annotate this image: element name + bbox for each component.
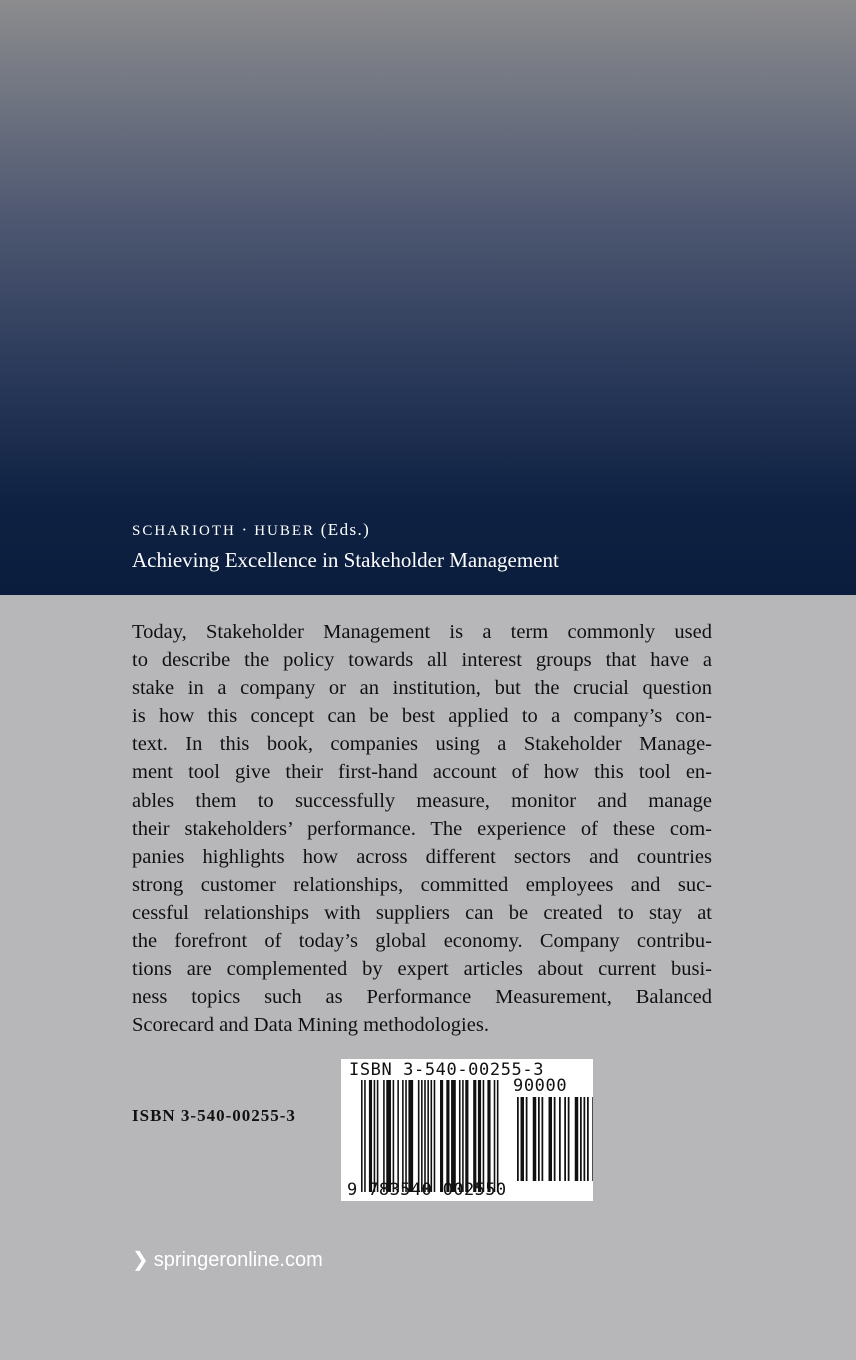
barcode-bar bbox=[434, 1080, 436, 1192]
barcode-bar bbox=[592, 1097, 593, 1181]
barcode-bar bbox=[494, 1080, 496, 1192]
barcode-bar bbox=[487, 1080, 490, 1192]
barcode-bar bbox=[462, 1080, 464, 1192]
blurb-line: cessful relationships with suppliers can be created to stay at bbox=[132, 901, 712, 924]
barcode-bar bbox=[402, 1080, 404, 1192]
blurb-line: panies highlights how across different sectors and countries bbox=[132, 845, 712, 868]
barcode-bar bbox=[554, 1097, 556, 1181]
publisher-link[interactable] bbox=[132, 1247, 323, 1272]
barcode-bar bbox=[364, 1080, 366, 1192]
barcode-bar bbox=[421, 1080, 423, 1192]
blurb-line: Scorecard and Data Mining methodologies. bbox=[132, 1014, 489, 1037]
barcode-bar bbox=[405, 1080, 407, 1192]
blurb-line: strong customer relationships, committed employees and suc- bbox=[132, 873, 712, 896]
author-separator: · bbox=[241, 520, 249, 539]
barcode-bar bbox=[564, 1097, 566, 1181]
barcode-bar bbox=[521, 1097, 525, 1181]
barcode-bar bbox=[451, 1080, 456, 1192]
blurb-line: stake in a company or an institution, but the crucial question bbox=[132, 677, 712, 700]
barcode-bar bbox=[397, 1080, 399, 1192]
barcode-bar bbox=[580, 1097, 582, 1181]
author-huber: HUBER bbox=[254, 523, 316, 539]
barcode-bar bbox=[497, 1080, 499, 1192]
barcode-bar bbox=[386, 1080, 391, 1192]
book-title: Achieving Excellence in Stakeholder Management bbox=[132, 548, 559, 572]
book-description bbox=[132, 618, 712, 1039]
author-scharioth: SCHARIOTH bbox=[132, 523, 236, 539]
blurb-line: their stakeholders’ performance. The experience of these com- bbox=[132, 817, 712, 840]
isbn-label: ISBN 3-540-00255-3 bbox=[132, 1106, 296, 1125]
barcode-bar bbox=[549, 1097, 553, 1181]
barcode-bar bbox=[427, 1080, 429, 1192]
barcode-bar bbox=[517, 1097, 519, 1181]
barcode-bar bbox=[568, 1097, 570, 1181]
barcode-bar bbox=[473, 1080, 476, 1192]
blurb-line: to describe the policy towards all interest groups that have a bbox=[132, 649, 712, 672]
publisher-url: springeronline.com bbox=[153, 1249, 323, 1271]
barcode-bar bbox=[587, 1097, 589, 1181]
barcode-bar bbox=[377, 1080, 379, 1192]
barcode-bar bbox=[584, 1097, 586, 1181]
barcode-bar bbox=[393, 1080, 395, 1192]
barcode-bar bbox=[383, 1080, 385, 1192]
barcode-bar bbox=[483, 1080, 485, 1192]
barcode-bar bbox=[446, 1080, 449, 1192]
chevron-right-icon: ❯ bbox=[132, 1249, 149, 1271]
barcode-bar bbox=[478, 1080, 481, 1192]
editors-line bbox=[132, 520, 370, 540]
barcode-bar bbox=[408, 1080, 413, 1192]
barcode-bar bbox=[465, 1080, 468, 1192]
barcode-bar bbox=[542, 1097, 544, 1181]
barcode-bar bbox=[418, 1080, 420, 1192]
blurb-line: is how this concept can be best applied to a company’s con- bbox=[132, 705, 712, 728]
barcode-isbn-text: ISBN 3-540-00255-3 bbox=[349, 1060, 545, 1080]
blurb-line: the forefront of today’s global economy. Company contribu- bbox=[132, 930, 712, 953]
barcode-bar bbox=[374, 1080, 376, 1192]
blurb-line: ment tool give their first-hand account of how this tool en- bbox=[132, 761, 712, 784]
barcode-bar bbox=[575, 1097, 579, 1181]
editors-marker: (Eds.) bbox=[320, 520, 371, 539]
barcode-bar bbox=[361, 1080, 363, 1192]
barcode-bar bbox=[424, 1080, 426, 1192]
blurb-line: ness topics such as Performance Measurement, Balanced bbox=[132, 986, 712, 1009]
barcode-bar bbox=[431, 1080, 433, 1192]
blurb-line: ables them to successfully measure, monitor and manage bbox=[132, 789, 712, 812]
barcode-bar bbox=[440, 1080, 443, 1192]
header-gradient-band bbox=[0, 0, 856, 595]
barcode bbox=[341, 1059, 593, 1201]
blurb-line: Today, Stakeholder Management is a term commonly used bbox=[132, 621, 712, 643]
barcode-bar bbox=[526, 1097, 528, 1181]
blurb-line: tions are complemented by expert articles about current busi- bbox=[132, 958, 712, 981]
barcode-ean-digits: 9 783540 002550 bbox=[347, 1180, 507, 1200]
barcode-bar bbox=[459, 1080, 461, 1192]
barcode-bar bbox=[369, 1080, 372, 1192]
barcode-bar bbox=[533, 1097, 537, 1181]
barcode-bar bbox=[538, 1097, 540, 1181]
barcode-addon-digits: 90000 bbox=[513, 1076, 568, 1096]
barcode-bar bbox=[559, 1097, 561, 1181]
blurb-line: text. In this book, companies using a Stakeholder Manage- bbox=[132, 733, 712, 756]
